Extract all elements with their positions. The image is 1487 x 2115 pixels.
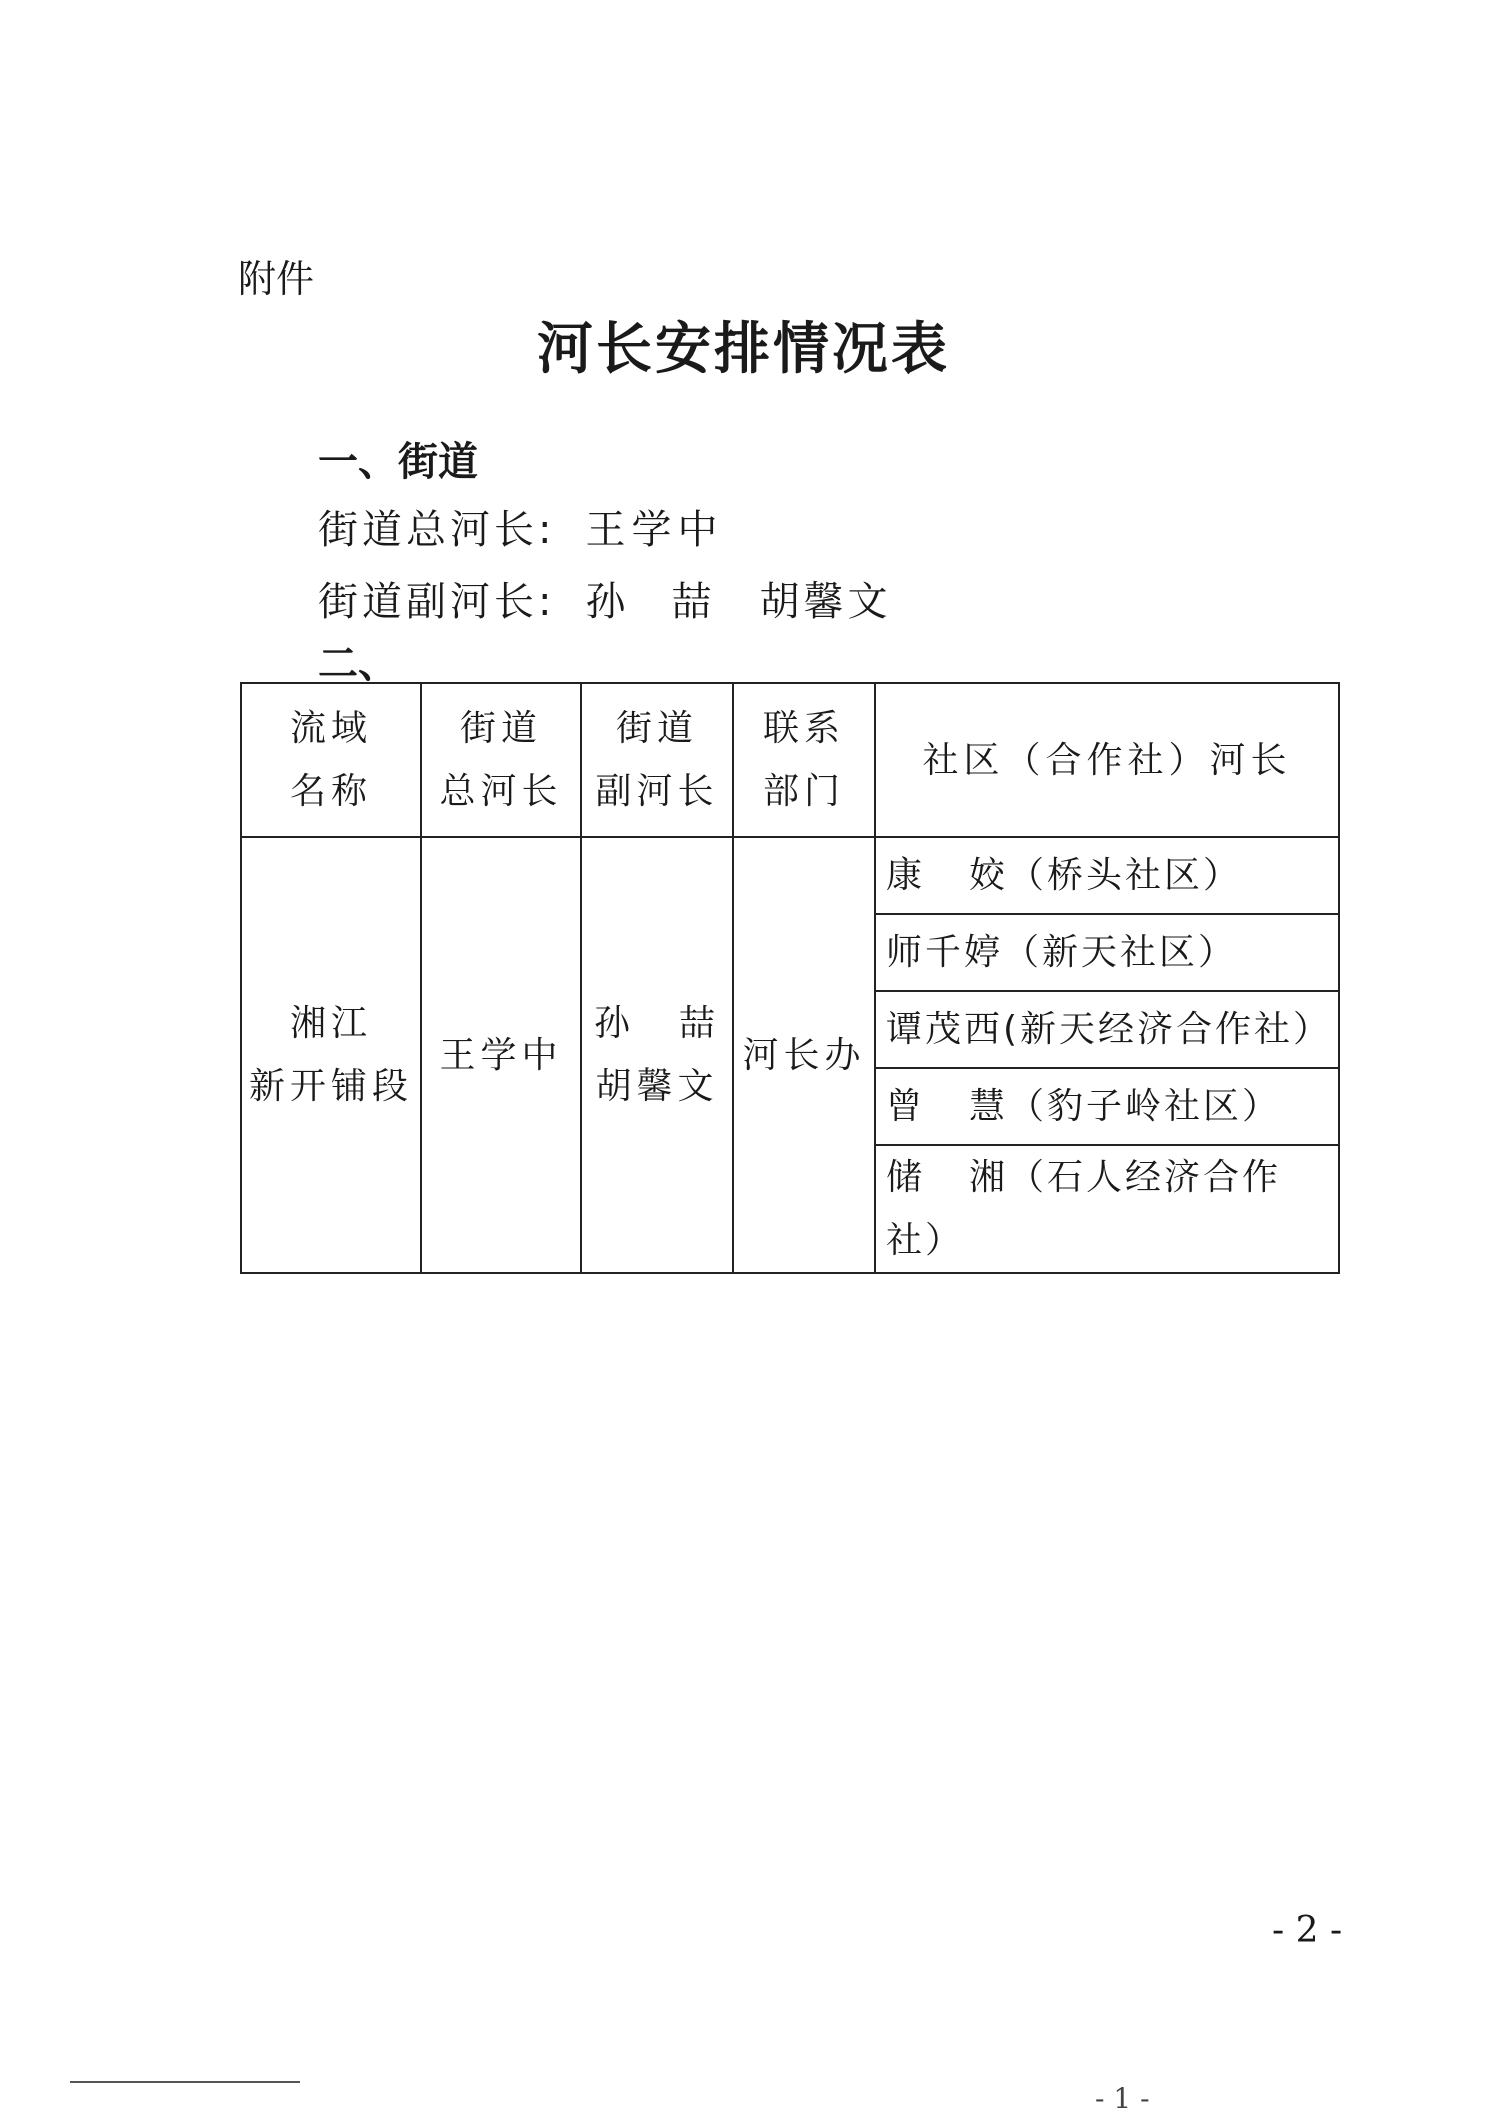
- street-chief-line: [318, 498, 723, 555]
- street-deputy-name-1b: 喆: [671, 579, 712, 625]
- street-deputy-label: 街道副河长:: [318, 579, 556, 625]
- community-chief-cell: 谭茂西(新天经济合作社）: [875, 991, 1339, 1068]
- page-number: - 2 -: [1272, 1910, 1343, 1951]
- street-chief-name: 王学中: [585, 507, 724, 553]
- header-street-chief: 街道 总河长: [421, 683, 581, 837]
- community-chief-cell: 康 姣（桥头社区）: [875, 837, 1339, 914]
- header-street-deputy: 街道 副河长: [581, 683, 733, 837]
- cell-street-deputy: 孙 喆 胡馨文: [581, 837, 733, 1273]
- section-2-heading: 二、: [318, 641, 398, 687]
- community-chief-cell: 储 湘（石人经济合作社）: [875, 1145, 1339, 1273]
- cell-river-name: 湘江 新开铺段: [241, 837, 421, 1273]
- community-chief-cell: 曾 慧（豹子岭社区）: [875, 1068, 1339, 1145]
- header-contact-dept: 联系 部门: [733, 683, 875, 837]
- header-community-chief: 社区（合作社）河长: [875, 683, 1339, 837]
- page-title: 河长安排情况表: [537, 316, 950, 382]
- attachment-label: 附件: [238, 257, 315, 301]
- street-chief-label: 街道总河长:: [318, 507, 556, 553]
- community-chief-cell: 师千婷（新天社区）: [875, 914, 1339, 991]
- cell-contact-dept: 河长办: [733, 837, 875, 1273]
- header-river-name: 流域 名称: [241, 683, 421, 837]
- street-deputy-name-1: 孙: [585, 579, 632, 625]
- cell-street-chief: 王学中: [421, 837, 581, 1273]
- footer-page-mark: - 1 -: [1095, 2082, 1150, 2115]
- table-row: [241, 837, 1339, 914]
- river-chief-table: [240, 682, 1340, 1274]
- table-header-row: [241, 683, 1339, 837]
- footer-divider: [70, 2081, 300, 2083]
- street-deputy-line: [318, 570, 891, 627]
- street-deputy-name-2: 胡馨文: [759, 579, 892, 625]
- section-1-heading: 一、街道: [318, 439, 478, 485]
